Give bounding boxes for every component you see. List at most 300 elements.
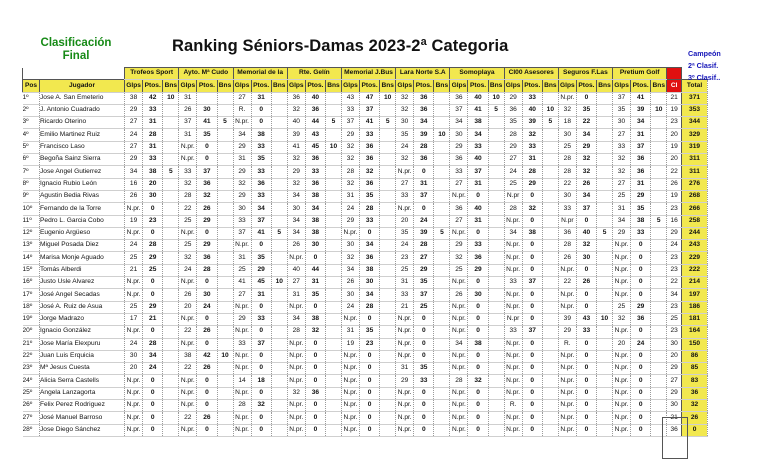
row-bns [597, 215, 613, 227]
row-extra: 19 [667, 141, 682, 153]
row-glps: 30 [396, 117, 414, 129]
row-ptos: 32 [576, 166, 596, 178]
classification-label-line2: Final [62, 49, 90, 62]
row-glps: 32 [396, 154, 414, 166]
row-extra: 24 [667, 240, 682, 252]
row-glps: N.pr. [613, 412, 631, 424]
row-bns [271, 215, 287, 227]
row-glps: 27 [613, 178, 631, 190]
row-ptos: 0 [522, 338, 542, 350]
row-bns [163, 178, 179, 190]
row-ptos: 0 [468, 400, 488, 412]
row-glps: N.pr. [396, 412, 414, 424]
row-glps: 31 [341, 326, 359, 338]
row-glps: 35 [396, 227, 414, 239]
row-bns [380, 375, 396, 387]
row-glps: 24 [504, 166, 522, 178]
row-glps: N.pr. [558, 363, 576, 375]
table-row [23, 227, 708, 239]
row-ptos: 29 [631, 190, 651, 202]
row-total: 229 [682, 252, 708, 264]
row-glps: N.pr. [613, 264, 631, 276]
row-bns [217, 215, 233, 227]
row-ptos: 0 [522, 412, 542, 424]
row-bns [542, 412, 558, 424]
ranking-sheet [22, 37, 708, 437]
row-total: 353 [682, 104, 708, 116]
row-bns [271, 264, 287, 276]
row-bns: 5 [434, 227, 450, 239]
row-glps: 29 [341, 129, 359, 141]
row-bns [434, 338, 450, 350]
row-bns [434, 178, 450, 190]
row-ptos: 0 [576, 363, 596, 375]
ptos-header: Ptos. [468, 80, 488, 92]
row-bns: 5 [651, 215, 667, 227]
row-glps: 28 [450, 375, 468, 387]
row-bns [380, 154, 396, 166]
row-bns [597, 326, 613, 338]
row-bns [434, 190, 450, 202]
row-bns [434, 313, 450, 325]
row-glps: N.pr. [613, 277, 631, 289]
table-row [23, 141, 708, 153]
row-glps: N.pr. [450, 190, 468, 202]
row-bns [163, 387, 179, 399]
table-row [23, 313, 708, 325]
row-ptos: 38 [305, 190, 325, 202]
row-ptos: 31 [631, 178, 651, 190]
row-ptos: 24 [197, 301, 217, 313]
row-glps: N.pr. [558, 400, 576, 412]
row-total: 344 [682, 117, 708, 129]
table-row [23, 92, 708, 104]
row-ptos: 44 [305, 117, 325, 129]
row-bns [434, 400, 450, 412]
row-bns [597, 166, 613, 178]
row-bns [597, 289, 613, 301]
row-glps: N.pr. [613, 350, 631, 362]
row-glps: 37 [450, 104, 468, 116]
row-glps: N.pr. [233, 363, 251, 375]
row-glps: N.pr. [233, 412, 251, 424]
row-ptos: 28 [360, 203, 380, 215]
table-row [23, 424, 708, 436]
row-bns [326, 264, 342, 276]
row-bns [597, 203, 613, 215]
row-ptos: 43 [305, 129, 325, 141]
table-row [23, 215, 708, 227]
row-glps: 26 [450, 289, 468, 301]
row-glps: 24 [125, 240, 143, 252]
row-glps: 29 [450, 240, 468, 252]
ranking-table [22, 67, 708, 437]
row-glps: 25 [233, 264, 251, 276]
row-position: 19º [23, 313, 40, 325]
row-bns [380, 363, 396, 375]
classification-label-line1: Clasificación [40, 37, 112, 49]
row-ptos: 34 [576, 190, 596, 202]
row-ptos: 0 [143, 227, 163, 239]
row-bns [217, 154, 233, 166]
row-bns: 10 [542, 104, 558, 116]
row-position: 17º [23, 289, 40, 301]
row-bns [542, 92, 558, 104]
row-ptos: 33 [522, 92, 542, 104]
row-position: 18º [23, 301, 40, 313]
row-total: 164 [682, 326, 708, 338]
row-bns [217, 326, 233, 338]
glps-header: Glps [558, 80, 576, 92]
row-bns [217, 92, 233, 104]
row-ptos: 0 [360, 227, 380, 239]
row-glps: 28 [558, 240, 576, 252]
row-glps: 28 [504, 203, 522, 215]
row-glps: N.pr. [341, 400, 359, 412]
row-total: 311 [682, 154, 708, 166]
row-bns [434, 412, 450, 424]
row-bns [380, 141, 396, 153]
row-bns [217, 129, 233, 141]
row-bns [271, 203, 287, 215]
table-row [23, 400, 708, 412]
row-glps: N.pr [504, 190, 522, 202]
row-glps: 20 [179, 301, 197, 313]
row-ptos: 27 [414, 252, 434, 264]
row-bns [542, 203, 558, 215]
podium-note-third: 3º Clasif.. [688, 73, 721, 82]
row-glps: 36 [287, 92, 305, 104]
row-glps: 30 [450, 129, 468, 141]
row-ptos: 34 [468, 129, 488, 141]
row-extra: 23 [667, 203, 682, 215]
row-glps: 32 [287, 178, 305, 190]
row-ptos: 0 [576, 424, 596, 436]
row-bns [271, 141, 287, 153]
row-bns [651, 227, 667, 239]
row-ptos: 0 [414, 326, 434, 338]
row-extra: 34 [667, 289, 682, 301]
row-bns [163, 203, 179, 215]
row-bns [380, 424, 396, 436]
row-bns [488, 141, 504, 153]
row-glps: 35 [396, 129, 414, 141]
row-glps: 35 [504, 117, 522, 129]
bns-header: Bns [217, 80, 233, 92]
row-glps: N.pr. [613, 240, 631, 252]
row-bns [488, 338, 504, 350]
row-bns [488, 227, 504, 239]
row-glps: 40 [287, 117, 305, 129]
row-ptos: 41 [197, 117, 217, 129]
row-player-name: Jose Angel Gutierrez [40, 166, 125, 178]
row-glps: N.pr. [396, 400, 414, 412]
row-glps: 26 [287, 240, 305, 252]
row-bns [326, 424, 342, 436]
row-ptos: 37 [468, 166, 488, 178]
sponsor-header: Memorial J.Bus [341, 68, 395, 80]
row-ptos: 0 [576, 289, 596, 301]
row-ptos: 33 [631, 227, 651, 239]
sponsor-header: Rte. Gelín [287, 68, 341, 80]
row-glps: 32 [287, 104, 305, 116]
row-ptos: 0 [143, 424, 163, 436]
row-extra: 22 [667, 277, 682, 289]
row-glps: N.pr. [287, 375, 305, 387]
table-row [23, 252, 708, 264]
row-bns [380, 289, 396, 301]
row-bns [380, 313, 396, 325]
row-position: 15º [23, 264, 40, 276]
row-glps: N.pr. [341, 313, 359, 325]
row-glps: N.pr. [613, 400, 631, 412]
row-ptos: 0 [522, 400, 542, 412]
row-bns [217, 289, 233, 301]
row-glps: N.pr. [233, 350, 251, 362]
row-glps: 22 [179, 326, 197, 338]
row-bns [326, 92, 342, 104]
ptos-header: Ptos. [143, 80, 163, 92]
row-position: 23º [23, 363, 40, 375]
row-bns [597, 264, 613, 276]
row-bns [597, 301, 613, 313]
row-glps: 29 [233, 166, 251, 178]
row-total: 86 [682, 350, 708, 362]
row-glps: N.pr. [125, 375, 143, 387]
row-player-name: Jorge Madrazo [40, 313, 125, 325]
row-ptos: 37 [414, 289, 434, 301]
row-ptos: 0 [468, 424, 488, 436]
table-row [23, 154, 708, 166]
row-bns [651, 141, 667, 153]
row-ptos: 43 [576, 313, 596, 325]
row-ptos: 0 [360, 313, 380, 325]
row-glps: 25 [125, 301, 143, 313]
row-glps: 24 [396, 141, 414, 153]
row-glps: 31 [179, 129, 197, 141]
table-row [23, 289, 708, 301]
glps-header: Glps [287, 80, 305, 92]
row-ptos: 28 [197, 264, 217, 276]
row-ptos: 0 [631, 264, 651, 276]
row-glps: 33 [233, 215, 251, 227]
row-glps: N.pr. [125, 289, 143, 301]
row-bns [542, 375, 558, 387]
sponsor-header: CI00 Asesores [504, 68, 558, 80]
row-bns: 5 [542, 117, 558, 129]
row-glps: 30 [558, 129, 576, 141]
row-ptos: 37 [522, 326, 542, 338]
row-glps: N.pr. [125, 227, 143, 239]
row-glps: N.pr. [450, 400, 468, 412]
row-bns: 10 [326, 141, 342, 153]
row-ptos: 0 [522, 240, 542, 252]
row-bns [542, 400, 558, 412]
row-bns [326, 301, 342, 313]
row-bns: 10 [597, 313, 613, 325]
row-glps: N.pr. [125, 277, 143, 289]
row-bns [597, 104, 613, 116]
row-bns [434, 375, 450, 387]
row-player-name: Emilio Martinez Ruiz [40, 129, 125, 141]
row-bns [163, 264, 179, 276]
row-ptos: 34 [360, 240, 380, 252]
row-ptos: 0 [414, 203, 434, 215]
row-glps: 25 [179, 215, 197, 227]
row-ptos: 33 [468, 141, 488, 153]
row-glps: N.pr. [558, 289, 576, 301]
row-extra: 27 [667, 375, 682, 387]
row-glps: 34 [125, 166, 143, 178]
row-ptos: 0 [414, 338, 434, 350]
table-row [23, 264, 708, 276]
row-glps: N.pr. [125, 400, 143, 412]
row-glps: N.pr. [613, 375, 631, 387]
row-ptos: 0 [631, 375, 651, 387]
row-ptos: 0 [631, 240, 651, 252]
row-glps: 22 [179, 203, 197, 215]
row-player-name: Agustin Bedia Rivas [40, 190, 125, 202]
row-ptos: 23 [143, 215, 163, 227]
row-ptos: 24 [414, 215, 434, 227]
row-ptos: 0 [631, 277, 651, 289]
row-bns: 10 [488, 92, 504, 104]
row-bns [651, 264, 667, 276]
row-bns [380, 178, 396, 190]
row-glps: 36 [504, 104, 522, 116]
row-player-name: Ignacio Rubio León [40, 178, 125, 190]
row-glps: 28 [504, 129, 522, 141]
row-ptos: 33 [522, 141, 542, 153]
row-glps: 34 [450, 338, 468, 350]
table-row [23, 203, 708, 215]
row-bns [542, 166, 558, 178]
row-glps: 36 [450, 203, 468, 215]
row-ptos: 28 [143, 338, 163, 350]
row-bns [380, 227, 396, 239]
row-bns [163, 313, 179, 325]
row-glps: 18 [558, 117, 576, 129]
row-bns [651, 154, 667, 166]
row-ptos: 0 [414, 313, 434, 325]
row-ptos: 0 [305, 350, 325, 362]
row-glps: 20 [396, 215, 414, 227]
row-glps: 27 [125, 117, 143, 129]
row-bns [271, 363, 287, 375]
row-bns [163, 338, 179, 350]
row-glps: 19 [341, 338, 359, 350]
row-glps: N.pr. [233, 326, 251, 338]
row-glps: 29 [125, 154, 143, 166]
row-bns [651, 350, 667, 362]
row-glps: 28 [558, 154, 576, 166]
row-bns [434, 92, 450, 104]
row-position: 7º [23, 166, 40, 178]
bns-header: Bns [542, 80, 558, 92]
row-player-name: Alicia Serra Castells [40, 375, 125, 387]
table-row [23, 190, 708, 202]
glps-header: Glps [450, 80, 468, 92]
row-ptos: 0 [468, 412, 488, 424]
row-ptos: 0 [631, 363, 651, 375]
row-bns [217, 203, 233, 215]
row-ptos: 0 [305, 400, 325, 412]
bns-header: Bns [488, 80, 504, 92]
row-ptos: 0 [468, 313, 488, 325]
row-position: 5º [23, 141, 40, 153]
player-header: Jugador [40, 80, 125, 92]
row-bns [326, 178, 342, 190]
row-glps: 32 [341, 178, 359, 190]
row-glps: N.pr. [613, 387, 631, 399]
row-ptos: 36 [360, 141, 380, 153]
row-ptos: 30 [468, 289, 488, 301]
row-bns [326, 154, 342, 166]
row-ptos: 31 [522, 154, 542, 166]
row-ptos: 35 [305, 289, 325, 301]
row-ptos: 33 [251, 166, 271, 178]
row-glps: 30 [558, 190, 576, 202]
row-glps: 26 [179, 289, 197, 301]
row-bns [326, 338, 342, 350]
row-bns [542, 215, 558, 227]
row-glps: 26 [179, 104, 197, 116]
row-ptos: 30 [305, 240, 325, 252]
row-ptos: 0 [197, 141, 217, 153]
row-bns [380, 350, 396, 362]
row-glps: 34 [287, 227, 305, 239]
row-glps: 29 [504, 92, 522, 104]
row-glps: N.pr. [504, 264, 522, 276]
row-ptos: 29 [576, 141, 596, 153]
row-glps: 43 [341, 92, 359, 104]
row-ptos: 0 [468, 190, 488, 202]
row-bns [488, 129, 504, 141]
row-glps: 33 [179, 166, 197, 178]
row-position: 9º [23, 190, 40, 202]
row-glps: 32 [179, 252, 197, 264]
row-glps: 40 [287, 264, 305, 276]
row-ptos: 32 [468, 375, 488, 387]
row-ptos: 28 [360, 301, 380, 313]
row-ptos: 0 [576, 412, 596, 424]
row-glps: N.pr. [558, 375, 576, 387]
sponsor-header: Ayto. Mª Cudo [179, 68, 233, 80]
row-position: 13º [23, 240, 40, 252]
row-ptos: 30 [197, 104, 217, 116]
row-bns [326, 350, 342, 362]
row-bns [434, 166, 450, 178]
row-bns [651, 252, 667, 264]
row-ptos: 0 [360, 363, 380, 375]
row-ptos: 40 [468, 92, 488, 104]
row-extra: 20 [667, 350, 682, 362]
row-total: 0 [682, 424, 708, 436]
bns-header: Bns [380, 80, 396, 92]
row-bns [434, 104, 450, 116]
row-bns [434, 203, 450, 215]
row-ptos: 36 [414, 104, 434, 116]
row-glps: 31 [287, 289, 305, 301]
row-bns [217, 178, 233, 190]
row-ptos: 32 [522, 203, 542, 215]
row-glps: 27 [125, 141, 143, 153]
row-extra: 29 [667, 387, 682, 399]
row-extra: 25 [667, 313, 682, 325]
red-marker-cell [667, 68, 682, 80]
row-ptos: 36 [305, 104, 325, 116]
row-glps: N.pr. [125, 412, 143, 424]
